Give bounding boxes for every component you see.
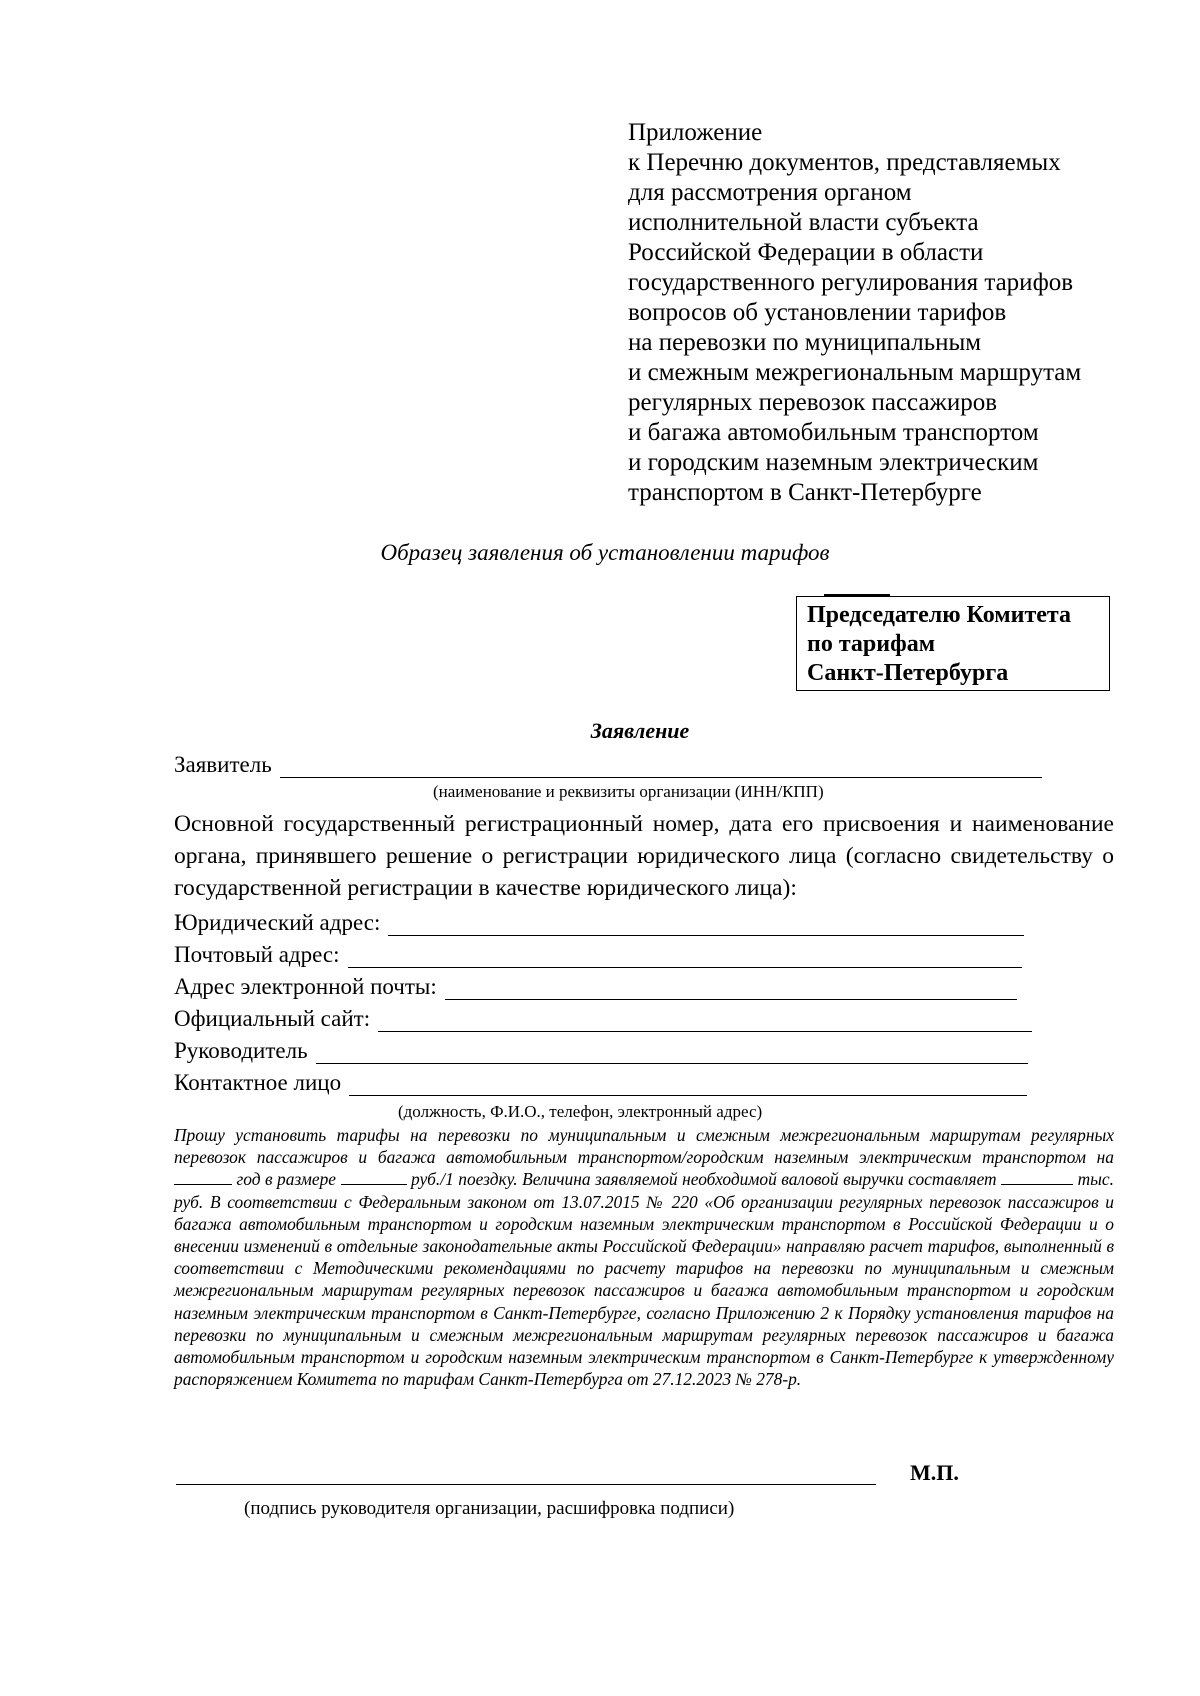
stamp-label: М.П. xyxy=(910,1460,959,1485)
request-part-2: год в размере xyxy=(236,1169,337,1190)
head-row xyxy=(174,1038,1028,1064)
contact-hint: (должность, Ф.И.О., телефон, электронный адрес) xyxy=(398,1102,763,1121)
request-part-1: Прошу установить тарифы на перевозки по муниципальным и смежным межрегиональным маршрутам регулярных перевозок пассажиров и багажа автомобильным транспортом/городским наземным электрическим транспортом на xyxy=(174,1125,1114,1168)
fare-input[interactable] xyxy=(341,1170,407,1185)
legal-address-row xyxy=(174,910,1024,936)
addressee-line: Председателю Комитета xyxy=(807,602,1071,628)
applicant-label: Заявитель xyxy=(174,752,272,777)
statement-heading: Заявление xyxy=(590,718,690,743)
ogrn-text: Основной государственный регистрационный номер, дата его присвоения и наименование органа, принявшего решение о регистрации юридического лица (согласно свидетельству о государственной регистрации в качестве юридического лица): xyxy=(174,811,1114,901)
website-input[interactable] xyxy=(378,1009,1032,1032)
addressee-box xyxy=(796,596,1110,691)
annex-line: регулярных перевозок пассажиров xyxy=(628,389,998,416)
website-row xyxy=(174,1006,1032,1032)
annex-line: Российской Федерации в области xyxy=(628,239,984,266)
applicant-input[interactable] xyxy=(280,755,1042,778)
annex-line: к Перечню документов, представляемых xyxy=(628,149,1061,176)
contact-row xyxy=(174,1070,1027,1096)
signature-line[interactable] xyxy=(176,1484,876,1485)
addressee-line: Санкт-Петербурга xyxy=(807,660,1009,686)
email-label: Адрес электронной почты: xyxy=(174,974,437,999)
postal-address-label: Почтовый адрес: xyxy=(174,942,340,967)
annex-line: вопросов об установлении тарифов xyxy=(628,299,1007,326)
annex-line: и городским наземным электрическим xyxy=(628,449,1039,476)
year-input[interactable] xyxy=(174,1170,232,1185)
annex-line: и багажа автомобильным транспортом xyxy=(628,419,1039,446)
annex-line: на перевозки по муниципальным xyxy=(628,329,982,356)
contact-input[interactable] xyxy=(349,1073,1027,1096)
applicant-hint: (наименование и реквизиты организации (ИНН/КПП) xyxy=(433,782,824,801)
signature-hint: (подпись руководителя организации, расшифровка подписи) xyxy=(244,1498,735,1519)
website-label: Официальный сайт: xyxy=(174,1006,371,1031)
revenue-input[interactable] xyxy=(1001,1170,1073,1185)
applicant-row xyxy=(174,752,1042,778)
postal-address-row xyxy=(174,942,1022,968)
annex-block xyxy=(628,118,1148,508)
annex-line: государственного регулирования тарифов xyxy=(628,269,1074,296)
request-part-3: руб./1 поездку. Величина заявляемой необходимой валовой выручки составляет xyxy=(410,1169,997,1190)
annex-line: и смежным межрегиональным маршрутам xyxy=(628,359,1082,386)
head-input[interactable] xyxy=(316,1041,1028,1064)
annex-line: для рассмотрения органом xyxy=(628,179,912,206)
legal-address-label: Юридический адрес: xyxy=(174,910,381,935)
postal-address-input[interactable] xyxy=(348,945,1022,968)
sample-title: Образец заявления об установлении тарифов xyxy=(380,540,830,565)
annex-line: транспортом в Санкт-Петербурге xyxy=(628,479,982,506)
contact-label: Контактное лицо xyxy=(174,1070,342,1095)
legal-address-input[interactable] xyxy=(388,913,1024,936)
annex-line: исполнительной власти субъекта xyxy=(628,209,979,236)
request-part-4: тыс. руб. В соответствии с Федеральным законом от 13.07.2015 № 220 «Об организации регулярных перевозок пассажиров и багажа автомобильным транспортом и городским наземным электрическим транспортом в Российской Федерации и о внесении изменений в отдельные законодательные акты Российской Федерации» направляю расчет тарифов, выполненный в соответствии с Методическими рекомендациями по расчету тарифов на перевозки по муниципальным и смежным межрегиональным маршрутам регулярных перевозок пассажиров и багажа автомобильным транспортом и городским наземным электрическим транспортом в Санкт-Петербурге, согласно Приложению 2 к Порядку установления тарифов на перевозки по муниципальным и смежным межрегиональным маршрутам регулярных перевозок пассажиров и багажа автомобильным транспортом и городским наземным электрическим транспортом в Санкт-Петербурге к утвержденному распоряжением Комитета по тарифам Санкт-Петербурга от 27.12.2023 № 278-р. xyxy=(174,1169,1114,1390)
head-label: Руководитель xyxy=(174,1038,308,1063)
addressee-line: по тарифам xyxy=(807,631,936,657)
email-input[interactable] xyxy=(445,977,1017,1000)
request-paragraph xyxy=(174,1124,1114,1390)
annex-line: Приложение xyxy=(628,119,763,146)
email-row xyxy=(174,974,1017,1000)
